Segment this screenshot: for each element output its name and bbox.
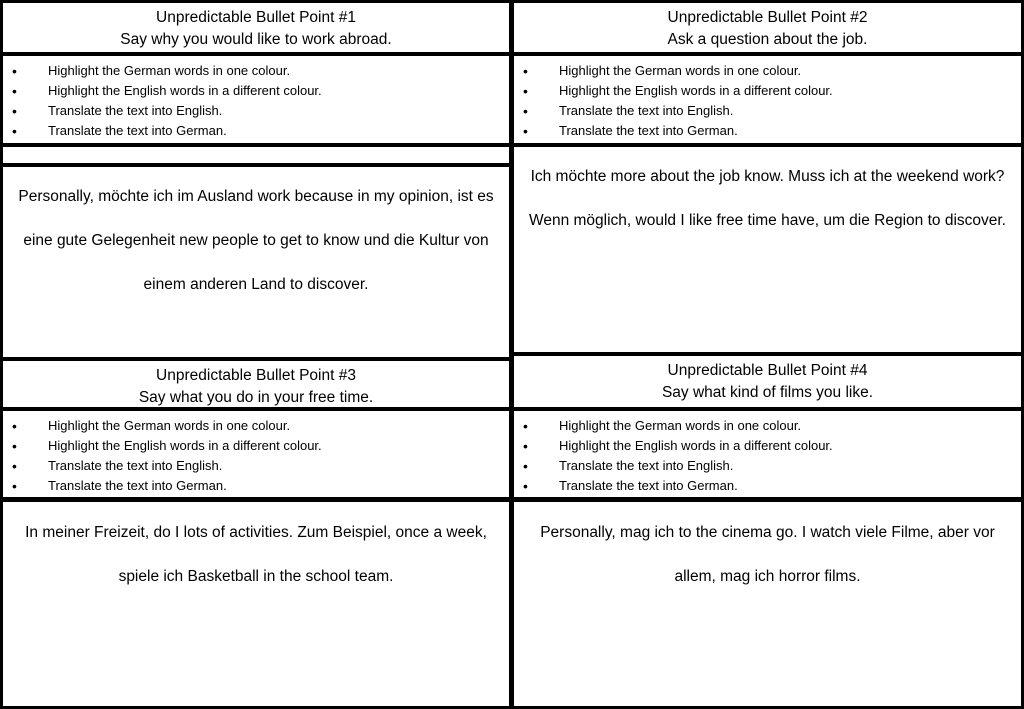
card-1-text-content: Personally, möchte ich im Ausland work because in my opinion, ist es eine gute Gelegenheit new people to get to know und die Kultur von einem anderen Land to discover. — [18, 188, 494, 293]
card-4-instructions — [514, 411, 1021, 497]
instruction-item: • Translate the text into German. — [514, 476, 1021, 496]
instruction-item: • Translate the text into German. — [514, 121, 1021, 141]
card-3-instructions — [3, 411, 509, 497]
instruction-item: • Translate the text into English. — [3, 456, 509, 476]
card-4-header — [514, 356, 1021, 407]
card-1-text — [3, 167, 509, 357]
card-3-text-content: In meiner Freizeit, do I lots of activities. Zum Beispiel, once a week, spiele ich Basketball in the school team. — [25, 524, 487, 585]
card-1-title: Unpredictable Bullet Point #1 — [156, 9, 356, 26]
instruction-item: • Highlight the English words in a different colour. — [3, 81, 509, 101]
card-2-text — [514, 147, 1021, 352]
instruction-item: • Translate the text into German. — [3, 476, 509, 496]
instruction-item: • Highlight the English words in a different colour. — [3, 436, 509, 456]
instruction-item: • Highlight the German words in one colour. — [514, 416, 1021, 436]
instruction-item: • Translate the text into English. — [514, 101, 1021, 121]
card-1-spacer — [3, 147, 509, 163]
card-3-text — [3, 502, 509, 706]
card-4-text — [514, 502, 1021, 706]
card-3-title: Unpredictable Bullet Point #3 — [156, 367, 356, 384]
card-1-prompt: Say why you would like to work abroad. — [120, 31, 392, 48]
card-4-text-content: Personally, mag ich to the cinema go. I watch viele Filme, aber vor allem, mag ich horror films. — [540, 524, 995, 585]
card-1-instructions — [3, 56, 509, 143]
card-2-title: Unpredictable Bullet Point #2 — [667, 9, 868, 26]
card-2-instructions — [514, 56, 1021, 143]
instruction-item: • Highlight the German words in one colour. — [514, 61, 1021, 81]
instruction-item: • Translate the text into English. — [3, 101, 509, 121]
card-3-header — [3, 361, 509, 407]
card-2-header — [514, 3, 1021, 52]
card-2-text-content: Ich möchte more about the job know. Muss ich at the weekend work? Wenn möglich, would I like free time have, um die Region to discover. — [528, 168, 1006, 229]
instruction-item: • Translate the text into English. — [514, 456, 1021, 476]
card-3-prompt: Say what you do in your free time. — [138, 389, 374, 406]
card-2-prompt: Ask a question about the job. — [667, 31, 868, 48]
instruction-item: • Highlight the German words in one colour. — [3, 61, 509, 81]
instruction-item: • Highlight the English words in a different colour. — [514, 436, 1021, 456]
card-4-title: Unpredictable Bullet Point #4 — [667, 362, 868, 379]
card-4-prompt: Say what kind of films you like. — [661, 384, 874, 401]
card-1-header — [3, 3, 509, 52]
instruction-item: • Highlight the German words in one colour. — [3, 416, 509, 436]
instruction-item: • Highlight the English words in a different colour. — [514, 81, 1021, 101]
instruction-item: • Translate the text into German. — [3, 121, 509, 141]
